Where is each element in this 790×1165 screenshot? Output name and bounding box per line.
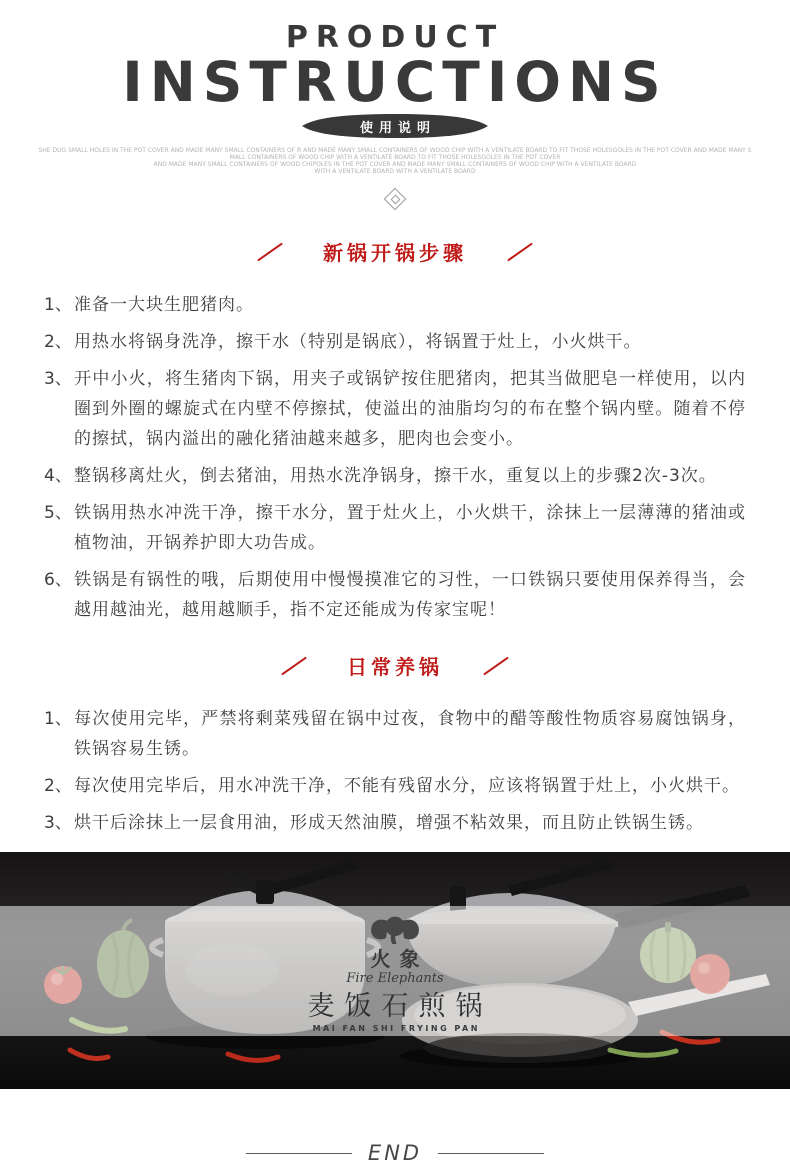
elephant-icon [365,914,425,944]
product-photo [0,852,790,1089]
list-item [44,771,746,801]
item-text: 每次使用完毕后，用水冲洗干净，不能有残留水分，应该将锅置于灶上，小火烘干。 [74,776,740,796]
usage-badge [302,114,488,138]
section-title-daily-care [0,651,790,680]
item-number: 4、 [44,466,72,486]
list-item [44,808,746,838]
slash-icon [281,656,307,675]
list-item [44,461,746,491]
item-text: 烘干后涂抹上一层食用油，形成天然油膜，增强不粘效果，而且防止铁锅生锈。 [74,813,704,833]
fineprint-line: AND MADE MANY SMALL CONTAINERS OF WOOD CHIPOLES IN THE POT COVER AND MADE MANY SMALL CONTAINERS OF WOOD CHIP WITH A VENTILATE BOARD [153,161,637,168]
brand-name-en: Fire Elephants [346,971,444,986]
section-title-seasoning [0,237,790,266]
daily-care-list [44,704,746,838]
footer-divider-line [246,1153,352,1154]
item-number: 2、 [44,332,72,352]
item-number: 5、 [44,503,72,523]
brand-logo [0,914,790,1033]
page-footer [0,1141,790,1165]
section-heading: 日常养锅 [347,655,443,679]
page-title: INSTRUCTIONS [122,50,668,114]
item-text: 准备一大块生肥猪肉。 [74,295,254,315]
page-header [0,0,790,175]
header-kicker: PRODUCT [285,20,505,55]
item-text: 铁锅用热水冲洗干净，擦干水分，置于灶火上，小火烘干，涂抹上一层薄薄的猪油或植物油，开锅养护即大功告成。 [74,503,746,553]
fineprint-block [0,147,790,175]
fineprint-line: SHE DUG SMALL HOLES IN THE POT COVER AND MADE MANY SMALL CONTAINERS OF R AND MADE MANY SMALL CONTAINERS OF WOOD CHIP WITH A VENTILATE BOARD TO FIT THOSE HOLESGOLES IN THE POT COVER AND MADE MANY S [38,147,752,154]
fineprint-line: MALL CONTAINERS OF WOOD CHIP WITH A VENTILATE BOARD TO FIT THOSE HOLESGOLES IN THE POT COVER [229,154,561,161]
item-number: 1、 [44,709,72,729]
diamond-ornament-icon [383,187,407,211]
product-name-en: MAI FAN SHI FRYING PAN [312,1024,480,1033]
item-number: 3、 [44,813,72,833]
slash-icon [507,242,533,261]
section-heading: 新锅开锅步骤 [323,241,467,265]
seasoning-steps-list [44,290,746,625]
slash-icon [257,242,283,261]
item-number: 6、 [44,570,72,590]
fineprint-line: WITH A VENTILATE BOARD WITH A VENTILATE BOARD [314,168,476,175]
product-name-cn: 麦饭石煎锅 [307,991,493,1022]
item-text: 开中小火，将生猪肉下锅，用夹子或锅铲按住肥猪肉，把其当做肥皂一样使用，以内圈到外圈的螺旋式在内壁不停擦拭，使溢出的油脂均匀的布在整个锅内壁。随着不停的擦拭，锅内溢出的融化猪油越来越多，肥肉也会变小。 [74,369,746,449]
item-number: 1、 [44,295,72,315]
item-text: 整锅移离灶火，倒去猪油，用热水洗净锅身，擦干水，重复以上的步骤2次-3次。 [74,466,717,486]
end-label: END [367,1141,423,1165]
list-item [44,498,746,558]
item-text: 铁锅是有锅性的哦，后期使用中慢慢摸准它的习性，一口铁锅只要使用保养得当，会越用越油光，越用越顺手，指不定还能成为传家宝呢！ [74,570,746,620]
list-item [44,704,746,764]
footer-divider-line [438,1153,544,1154]
brand-name-cn: 火象 [370,947,429,971]
item-number: 3、 [44,369,72,389]
item-text: 每次使用完毕，严禁将剩菜残留在锅中过夜，食物中的醋等酸性物质容易腐蚀锅身，铁锅容易生锈。 [74,709,746,759]
list-item [44,327,746,357]
slash-icon [483,656,509,675]
item-text: 用热水将锅身洗净，擦干水（特别是锅底），将锅置于灶上，小火烘干。 [74,332,642,352]
list-item [44,565,746,625]
badge-label: 使用说明 [359,120,436,136]
list-item [44,364,746,454]
list-item [44,290,746,320]
item-number: 2、 [44,776,72,796]
